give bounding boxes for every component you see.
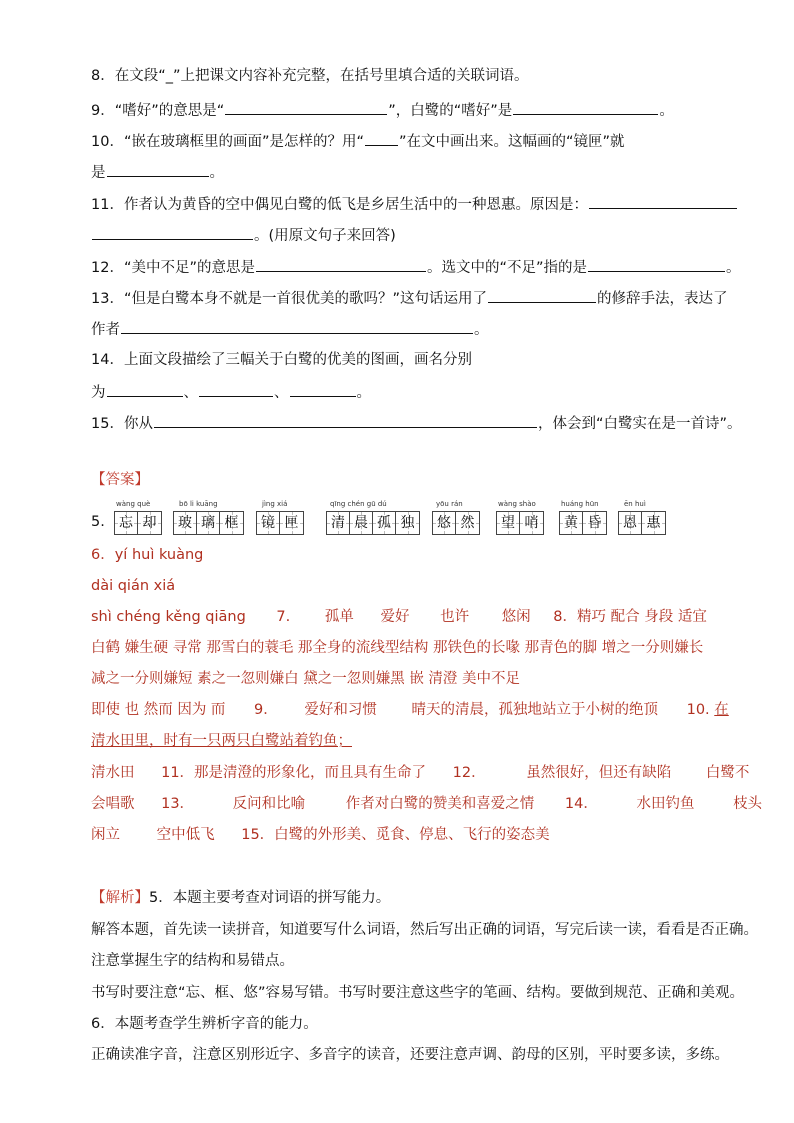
answer-9-label: 9． (254, 702, 278, 718)
question-10-cont (91, 161, 224, 181)
q10-text-c: 是 (91, 165, 106, 181)
q12-blank-2[interactable] (588, 256, 725, 272)
q11-text-b: 。(用原文句子来回答) (254, 228, 396, 244)
char-cell: 望 (497, 512, 520, 534)
analysis-paragraph: 正确读准字音，注意区别形近字、多音字的读音，还要注意声调、韵母的区别，平时要多读，多练。 (91, 1047, 729, 1063)
question-12 (91, 256, 741, 276)
analysis-paragraph: 解答本题，首先读一读拼音，知道要写什么词语，然后写出正确的词语，写完后读一读，看看是否正确。 (91, 922, 758, 938)
q12-blank-1[interactable] (256, 256, 426, 272)
analysis-header: 【解析】 (91, 890, 149, 906)
question-13 (91, 287, 727, 307)
q13-blank-1[interactable] (488, 287, 596, 303)
char-cell: 玻 (174, 512, 197, 534)
q10-blank-1[interactable] (365, 130, 398, 146)
answer-8-conjunctions: 即使 也 然而 因为 而 (91, 702, 226, 718)
answer-7-word: 悠闲 (501, 609, 531, 625)
answer-10-line-2 (91, 731, 352, 751)
char-cell: 孤 (373, 512, 396, 534)
question-10 (91, 130, 625, 150)
q12-text-a: 12．“美中不足”的意思是 (91, 260, 255, 276)
question-15 (91, 412, 741, 432)
pinyin-text: jìng xiá (262, 500, 288, 508)
q9-blank-1[interactable] (225, 99, 387, 115)
char-box (432, 511, 480, 535)
question-11 (91, 193, 738, 213)
answer-14-picture-3: 空中低飞 (156, 827, 215, 843)
q10-blank-2[interactable] (107, 161, 209, 177)
answer-14-label: 14． (564, 796, 598, 812)
char-cell: 哨 (520, 512, 543, 534)
q9-text-c: 。 (659, 103, 674, 119)
q13-text-d: 。 (474, 322, 489, 338)
answer-6-line-3: shì chéng kěng qiāng (91, 609, 246, 625)
q10-text-b: ”在文中画出来。这幅画的“镜匣”就 (399, 134, 625, 150)
answer-7-word: 也许 (440, 609, 470, 625)
answer-12-part-2: 白鹭不 (705, 765, 750, 781)
pinyin-text: ēn huì (624, 500, 646, 508)
answer-6-line-1: 6．yí huì kuàng (91, 547, 204, 563)
char-cell: 镜 (257, 512, 280, 534)
char-cell: 悠 (433, 512, 456, 534)
answer-6-line-2: dài qián xiá (91, 578, 176, 594)
answer-14-picture-2: 枝头 (733, 796, 763, 812)
answer-10-label: 10. (686, 702, 710, 718)
analysis-line-1 (91, 888, 390, 908)
question-13-cont (91, 318, 489, 338)
q14-sep-1: 、 (183, 385, 198, 401)
q13-text-c: 作者 (91, 322, 120, 338)
char-box (326, 511, 420, 535)
q14-sep-2: 、 (274, 385, 289, 401)
pinyin-text: wàng shào (498, 500, 536, 508)
q11-blank-1[interactable] (589, 193, 737, 209)
char-box (559, 511, 607, 535)
answer-14-15-line (91, 825, 550, 845)
answer-12-part-1: 虽然很好，但还有缺陷 (526, 765, 672, 781)
char-box (618, 511, 666, 535)
q9-blank-2[interactable] (513, 99, 658, 115)
char-cell: 框 (220, 512, 243, 534)
question-14: 14．上面文段描绘了三幅关于白鹭的优美的图画，画名分别 (91, 352, 472, 368)
answer-13-part-2: 作者对白鹭的赞美和喜爱之情 (345, 796, 535, 812)
answer-12-label: 12． (452, 765, 486, 781)
pinyin-text: yōu rán (436, 500, 463, 508)
q15-text-a: 15．你从 (91, 416, 153, 432)
analysis-paragraph: 注意掌握生字的结构和易错点。 (91, 953, 294, 969)
q14-end: 。 (356, 385, 371, 401)
question-8: 8．在文段“_”上把课文内容补充完整，在括号里填合适的关联词语。 (91, 68, 529, 84)
char-cell: 璃 (197, 512, 220, 534)
q14-blank-3[interactable] (290, 381, 356, 397)
answer-8-line-2: 白鹤 嫌生硬 寻常 那雪白的蓑毛 那全身的流线型结构 那铁色的长喙 那青色的脚 增之一分则嫌长 (91, 640, 704, 656)
answer-9-part-1: 爱好和习惯 (304, 702, 377, 718)
pinyin-text: qīng chén gū dú (330, 500, 387, 508)
char-box (114, 511, 162, 535)
answer-10-underlined-text: 清水田里，时有一只两只白鹭站着钓鱼； (91, 733, 352, 749)
char-box (256, 511, 304, 535)
q10-text-d: 。 (209, 165, 224, 181)
analysis-paragraph: 5．本题主要考查对词语的拼写能力。 (149, 890, 391, 906)
answer-7-word: 爱好 (380, 609, 410, 625)
char-cell: 晨 (350, 512, 373, 534)
answer-14-picture-2-cont: 闲立 (91, 827, 120, 843)
analysis-paragraph: 书写时要注意“忘、框、悠”容易写错。书写时要注意这些字的笔画、结构。要做到规范、正确和美观。 (91, 985, 745, 1001)
answer-8-lead: 8．精巧 配合 身段 适宜 (553, 609, 707, 625)
question-11-cont (91, 224, 396, 244)
q10-text-a: 10．“嵌在玻璃框里的画面”是怎样的？用“ (91, 134, 364, 150)
answer-13-label: 13． (161, 796, 195, 812)
q11-text-a: 11．作者认为黄昏的空中偶见白鹭的低飞是乡居生活中的一种恩惠。原因是： (91, 197, 588, 213)
answer-13-part-1: 反问和比喻 (232, 796, 306, 812)
q13-text-b: 的修辞手法，表达了 (596, 291, 728, 307)
char-cell: 恩 (619, 512, 642, 534)
answer-10-mirror: 清水田 (91, 765, 135, 781)
char-box (173, 511, 244, 535)
q13-blank-2[interactable] (121, 318, 473, 334)
q15-text-b: ，体会到“白鹭实在是一首诗”。 (537, 416, 742, 432)
q11-blank-2[interactable] (92, 224, 253, 240)
answer-7-label: 7. (276, 609, 291, 625)
pinyin-text: bō li kuāng (179, 500, 218, 508)
answer-8-line-3: 减之一分则嫌短 素之一忽则嫌白 黛之一忽则嫌黑 嵌 清澄 美中不足 (91, 671, 521, 687)
char-cell: 清 (327, 512, 350, 534)
answer-11: 11．那是清澄的形象化，而且具有生命了 (161, 765, 427, 781)
question-14-cont (91, 381, 371, 401)
char-cell: 独 (396, 512, 419, 534)
q14-blank-1[interactable] (107, 381, 183, 397)
q13-text-a: 13．“但是白鹭本身不就是一首很优美的歌吗？”这句话运用了 (91, 291, 487, 307)
answer-8-9-10-line (91, 700, 729, 720)
q15-blank[interactable] (154, 412, 537, 428)
q12-text-c: 。 (726, 260, 741, 276)
pinyin-text: wàng què (116, 500, 151, 508)
char-cell: 却 (138, 512, 161, 534)
answer-6-7-8-line (91, 607, 707, 627)
pinyin-text: huáng hūn (561, 500, 599, 508)
answer-12-13-14-line (91, 794, 762, 814)
answer-14-picture-1: 水田钓鱼 (636, 796, 695, 812)
answer-10-underlined-start: 在 (714, 702, 729, 718)
pinyin-label: 5. (91, 514, 105, 530)
answer-9-part-2: 晴天的清晨，孤独地站立于小树的绝顶 (411, 702, 658, 718)
char-cell: 忘 (115, 512, 138, 534)
q9-text-a: 9．“嗜好”的意思是“ (91, 103, 225, 119)
answer-7-word: 孤单 (324, 609, 354, 625)
char-cell: 昏 (583, 512, 606, 534)
q14-blank-2[interactable] (199, 381, 273, 397)
question-9 (91, 99, 674, 119)
char-box (496, 511, 544, 535)
q14-text-b: 为 (91, 385, 106, 401)
q9-text-b: ”，白鹭的“嗜好”是 (388, 103, 513, 119)
answer-15: 15．白鹭的外形美、觅食、停息、飞行的姿态美 (241, 827, 550, 843)
char-cell: 惠 (642, 512, 665, 534)
char-cell: 黄 (560, 512, 583, 534)
q12-text-b: 。选文中的“不足”指的是 (426, 260, 588, 276)
answer-header: 【答案】 (91, 472, 149, 488)
answer-12-part-2-cont: 会唱歌 (91, 796, 135, 812)
char-cell: 然 (456, 512, 479, 534)
answer-10-11-12-line (91, 763, 749, 783)
analysis-paragraph: 6．本题考查学生辨析字音的能力。 (91, 1016, 318, 1032)
char-cell: 匣 (280, 512, 303, 534)
